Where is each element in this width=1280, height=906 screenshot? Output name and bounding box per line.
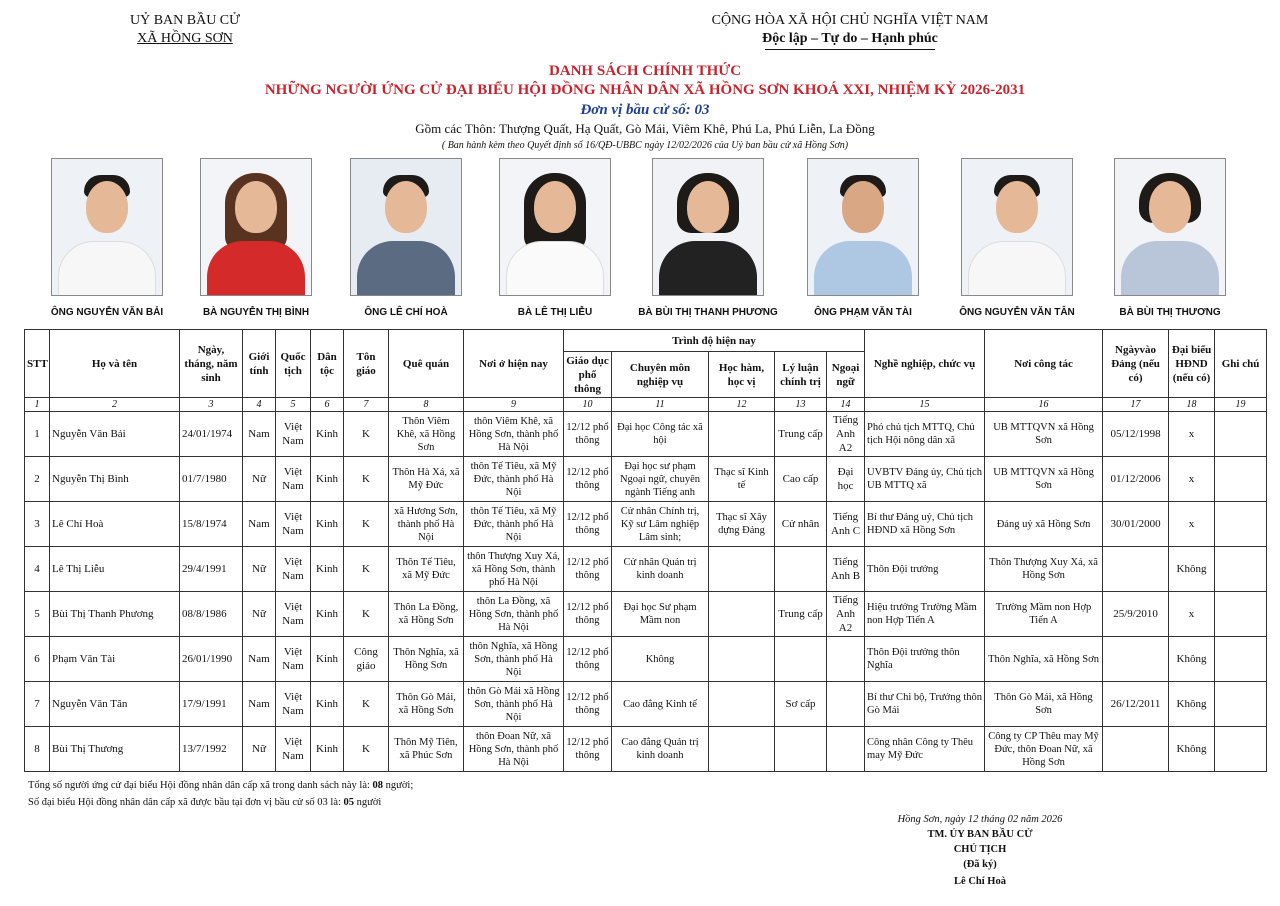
cell-professional: Cao đẳng Kinh tế (612, 682, 709, 727)
cell-name: Nguyễn Văn Bải (50, 412, 180, 457)
candidate-card (27, 158, 187, 318)
cell-residence: thôn Đoan Nữ, xã Hồng Sơn, thành phố Hà Nội (464, 727, 564, 772)
col-number: 8 (389, 398, 464, 412)
cell-hdnd: Không (1169, 637, 1215, 682)
cell-professional: Cử nhân Chính trị, Kỹ sư Lâm nghiệp Lâm sinh; (612, 502, 709, 547)
cell-ethnic: Kinh (311, 592, 344, 637)
col-general-edu: Giáo dục phổ thông (564, 352, 612, 398)
cell-party-date: 26/12/2011 (1103, 682, 1169, 727)
col-gender: Giới tính (243, 330, 276, 398)
cell-hdnd: x (1169, 502, 1215, 547)
document-titles (0, 62, 1280, 154)
col-number: 11 (612, 398, 709, 412)
col-number: 4 (243, 398, 276, 412)
table-row (25, 592, 1267, 637)
col-workplace: Nơi công tác (985, 330, 1103, 398)
cell-party-date: 25/9/2010 (1103, 592, 1169, 637)
cell-religion: K (344, 727, 389, 772)
cell-hometown: Thôn Tế Tiêu, xã Mỹ Đức (389, 547, 464, 592)
col-number: 14 (827, 398, 865, 412)
issuance-note: ( Ban hành kèm theo Quyết định số 16/QĐ-UBBC ngày 12/02/2026 của Uỷ ban bầu cử xã Hồng Sơn) (441, 140, 849, 151)
cell-political (775, 637, 827, 682)
cell-workplace: UB MTTQVN xã Hồng Sơn (985, 412, 1103, 457)
candidate-card (176, 158, 336, 318)
cell-language: Đại học (827, 457, 865, 502)
cell-degree: Thạc sĩ Kinh tế (709, 457, 775, 502)
table-row (25, 637, 1267, 682)
column-number-row (25, 398, 1267, 412)
cell-dob: 08/8/1986 (180, 592, 243, 637)
cell-name: Phạm Văn Tài (50, 637, 180, 682)
cell-dob: 17/9/1991 (180, 682, 243, 727)
col-number: 7 (344, 398, 389, 412)
col-degree: Học hàm, học vị (709, 352, 775, 398)
cell-professional: Cử nhân Quản trị kinh doanh (612, 547, 709, 592)
candidate-photos (0, 158, 1280, 328)
cell-gender: Nữ (243, 547, 276, 592)
col-number: 9 (464, 398, 564, 412)
table-row (25, 727, 1267, 772)
candidate-card (937, 158, 1097, 318)
cell-occupation: Phó chủ tịch MTTQ, Chủ tịch Hội nông dân xã (865, 412, 985, 457)
candidate-caption: BÀ LÊ THỊ LIỄU (517, 307, 593, 318)
cell-workplace: Thôn Thượng Xuy Xá, xã Hồng Sơn (985, 547, 1103, 592)
cell-name: Lê Chí Hoà (50, 502, 180, 547)
cell-general-edu: 12/12 phổ thông (564, 412, 612, 457)
col-occupation: Nghề nghiệp, chức vụ (865, 330, 985, 398)
col-number: 16 (985, 398, 1103, 412)
cell-notes (1215, 592, 1267, 637)
cell-hometown: Thôn Hà Xá, xã Mỹ Đức (389, 457, 464, 502)
cell-gender: Nam (243, 682, 276, 727)
cell-nationality: Việt Nam (276, 502, 311, 547)
committee-name: UỶ BAN BẦU CỬ (129, 13, 241, 28)
cell-nationality: Việt Nam (276, 682, 311, 727)
cell-party-date: 30/01/2000 (1103, 502, 1169, 547)
col-number: 19 (1215, 398, 1267, 412)
candidate-card (475, 158, 635, 318)
cell-stt: 4 (25, 547, 50, 592)
candidate-photo (200, 158, 312, 296)
col-number: 18 (1169, 398, 1215, 412)
cell-nationality: Việt Nam (276, 412, 311, 457)
cell-occupation: Bí thư Chi bộ, Trưởng thôn Gò Mái (865, 682, 985, 727)
candidate-card (1090, 158, 1250, 318)
cell-political: Cử nhân (775, 502, 827, 547)
signed-mark: (Đã ký) (963, 859, 997, 870)
cell-party-date: 05/12/1998 (1103, 412, 1169, 457)
cell-nationality: Việt Nam (276, 547, 311, 592)
col-stt: STT (25, 330, 50, 398)
total-candidates-count: 08 (372, 780, 384, 791)
cell-general-edu: 12/12 phổ thông (564, 592, 612, 637)
col-number: 6 (311, 398, 344, 412)
cell-professional: Cao đẳng Quản trị kinh doanh (612, 727, 709, 772)
cell-religion: Công giáo (344, 637, 389, 682)
candidate-photo (1114, 158, 1226, 296)
cell-residence: thôn Tế Tiêu, xã Mỹ Đức, thành phố Hà Nội (464, 457, 564, 502)
cell-dob: 13/7/1992 (180, 727, 243, 772)
national-motto (660, 12, 1040, 50)
col-hdnd: Đại biểu HĐND (nếu có) (1169, 330, 1215, 398)
cell-political: Trung cấp (775, 412, 827, 457)
issuing-committee (95, 12, 275, 48)
col-language: Ngoại ngữ (827, 352, 865, 398)
cell-gender: Nam (243, 502, 276, 547)
candidate-photo (51, 158, 163, 296)
total-candidates-unit: người; (383, 780, 414, 791)
cell-gender: Nữ (243, 727, 276, 772)
cell-hometown: xã Hương Sơn, thành phố Hà Nội (389, 502, 464, 547)
cell-religion: K (344, 547, 389, 592)
col-group-qualifications: Trình độ hiện nay (564, 330, 865, 352)
cell-name: Bùi Thị Thanh Phương (50, 592, 180, 637)
cell-residence: thôn Viêm Khê, xã Hồng Sơn, thành phố Hà Nội (464, 412, 564, 457)
cell-stt: 3 (25, 502, 50, 547)
cell-occupation: Công nhân Công ty Thêu may Mỹ Đức (865, 727, 985, 772)
cell-degree (709, 412, 775, 457)
col-number: 2 (50, 398, 180, 412)
table-row (25, 457, 1267, 502)
total-candidates-text: Tổng số người ứng cử đại biểu Hội đồng nhân dân cấp xã trong danh sách này là: (28, 780, 373, 791)
cell-occupation: Thôn Đội trưởng thôn Nghĩa (865, 637, 985, 682)
cell-party-date (1103, 727, 1169, 772)
cell-degree (709, 682, 775, 727)
cell-degree (709, 547, 775, 592)
cell-language (827, 727, 865, 772)
cell-dob: 26/01/1990 (180, 637, 243, 682)
cell-notes (1215, 412, 1267, 457)
signer-name: Lê Chí Hoà (954, 876, 1006, 887)
cell-nationality: Việt Nam (276, 637, 311, 682)
candidate-caption: ÔNG NGUYỄN VĂN BẢI (50, 307, 164, 318)
cell-ethnic: Kinh (311, 412, 344, 457)
cell-stt: 5 (25, 592, 50, 637)
col-number: 10 (564, 398, 612, 412)
cell-gender: Nữ (243, 592, 276, 637)
col-name: Họ và tên (50, 330, 180, 398)
cell-religion: K (344, 682, 389, 727)
seats-unit: người (354, 797, 382, 808)
col-professional: Chuyên môn nghiệp vụ (612, 352, 709, 398)
cell-hometown: Thôn Mỹ Tiên, xã Phúc Sơn (389, 727, 464, 772)
col-party-date: Ngàyvào Đảng (nếu có) (1103, 330, 1169, 398)
cell-language: Tiếng Anh B (827, 547, 865, 592)
cell-language: Tiếng Anh A2 (827, 592, 865, 637)
document-title: DANH SÁCH CHÍNH THỨC (548, 63, 742, 79)
total-candidates-note (28, 778, 413, 794)
cell-general-edu: 12/12 phổ thông (564, 727, 612, 772)
cell-degree: Thạc sĩ Xây dựng Đảng (709, 502, 775, 547)
table-row (25, 412, 1267, 457)
cell-workplace: Thôn Nghĩa, xã Hồng Sơn (985, 637, 1103, 682)
cell-general-edu: 12/12 phổ thông (564, 547, 612, 592)
cell-residence: thôn Tế Tiêu, xã Mỹ Đức, thành phố Hà Nội (464, 502, 564, 547)
cell-stt: 7 (25, 682, 50, 727)
col-religion: Tôn giáo (344, 330, 389, 398)
seats-text: Số đại biểu Hội đồng nhân dân cấp xã được bầu tại đơn vị bầu cử số 03 là: (28, 797, 344, 808)
country-name: CỘNG HÒA XÃ HỘI CHỦ NGHĨA VIỆT NAM (711, 13, 989, 28)
cell-workplace: Thôn Gò Mái, xã Hồng Sơn (985, 682, 1103, 727)
cell-language (827, 682, 865, 727)
cell-hdnd: Không (1169, 547, 1215, 592)
electoral-unit: Đơn vị bầu cử số: 03 (580, 102, 710, 118)
candidate-card (326, 158, 486, 318)
candidate-photo (961, 158, 1073, 296)
cell-political (775, 547, 827, 592)
candidate-caption: BÀ BÙI THỊ THƯƠNG (1119, 307, 1221, 318)
cell-religion: K (344, 457, 389, 502)
cell-general-edu: 12/12 phổ thông (564, 502, 612, 547)
col-dob: Ngày, tháng, năm sinh (180, 330, 243, 398)
table-row (25, 502, 1267, 547)
cell-dob: 29/4/1991 (180, 547, 243, 592)
cell-language (827, 637, 865, 682)
col-residence: Nơi ở hiện nay (464, 330, 564, 398)
candidate-caption: BÀ BÙI THỊ THANH PHƯƠNG (638, 307, 778, 318)
cell-ethnic: Kinh (311, 502, 344, 547)
cell-notes (1215, 727, 1267, 772)
seats-note (28, 795, 381, 811)
cell-hometown: Thôn Nghĩa, xã Hồng Sơn (389, 637, 464, 682)
signing-place-date: Hồng Sơn, ngày 12 tháng 02 năm 2026 (897, 814, 1063, 825)
seats-count: 05 (343, 797, 355, 808)
cell-ethnic: Kinh (311, 682, 344, 727)
cell-notes (1215, 457, 1267, 502)
cell-hdnd: x (1169, 457, 1215, 502)
cell-ethnic: Kinh (311, 637, 344, 682)
col-number: 12 (709, 398, 775, 412)
col-number: 5 (276, 398, 311, 412)
cell-hdnd: Không (1169, 682, 1215, 727)
cell-party-date (1103, 637, 1169, 682)
cell-stt: 1 (25, 412, 50, 457)
cell-general-edu: 12/12 phổ thông (564, 457, 612, 502)
villages-included: Gồm các Thôn: Thượng Quất, Hạ Quất, Gò Mái, Viêm Khê, Phú La, Phú Liễn, La Đồng (415, 121, 875, 136)
cell-stt: 2 (25, 457, 50, 502)
col-number: 1 (25, 398, 50, 412)
col-number: 15 (865, 398, 985, 412)
cell-general-edu: 12/12 phổ thông (564, 682, 612, 727)
col-political: Lý luận chính trị (775, 352, 827, 398)
cell-party-date (1103, 547, 1169, 592)
table-row (25, 682, 1267, 727)
cell-name: Lê Thị Liễu (50, 547, 180, 592)
cell-nationality: Việt Nam (276, 727, 311, 772)
candidate-photo (807, 158, 919, 296)
cell-occupation: Thôn Đội trưởng (865, 547, 985, 592)
cell-party-date: 01/12/2006 (1103, 457, 1169, 502)
col-ethnic: Dân tộc (311, 330, 344, 398)
cell-nationality: Việt Nam (276, 457, 311, 502)
cell-name: Nguyễn Văn Tân (50, 682, 180, 727)
cell-political (775, 727, 827, 772)
candidate-card (783, 158, 943, 318)
cell-professional: Đại học Công tác xã hội (612, 412, 709, 457)
cell-stt: 6 (25, 637, 50, 682)
candidate-photo (652, 158, 764, 296)
cell-political: Cao cấp (775, 457, 827, 502)
cell-notes (1215, 502, 1267, 547)
col-number: 17 (1103, 398, 1169, 412)
cell-ethnic: Kinh (311, 547, 344, 592)
candidate-caption: ÔNG PHẠM VĂN TÀI (814, 307, 912, 318)
commune-name: XÃ HỒNG SƠN (137, 31, 233, 46)
cell-notes (1215, 547, 1267, 592)
cell-residence: thôn Gò Mái xã Hồng Sơn, thành phố Hà Nội (464, 682, 564, 727)
cell-workplace: Công ty CP Thêu may Mỹ Đức, thôn Đoan Nữ, xã Hồng Sơn (985, 727, 1103, 772)
motto: Độc lập – Tự do – Hạnh phúc (762, 31, 938, 46)
signing-org: TM. ỦY BAN BẦU CỬ (927, 829, 1033, 840)
cell-hometown: Thôn Gò Mái, xã Hồng Sơn (389, 682, 464, 727)
signature-block (880, 812, 1080, 889)
cell-political: Trung cấp (775, 592, 827, 637)
signing-role: CHỦ TỊCH (953, 844, 1007, 855)
cell-name: Bùi Thị Thương (50, 727, 180, 772)
table-row (25, 547, 1267, 592)
cell-professional: Đại học Sư phạm Mầm non (612, 592, 709, 637)
cell-professional: Không (612, 637, 709, 682)
cell-occupation: Hiệu trưởng Trường Mầm non Hợp Tiến A (865, 592, 985, 637)
cell-religion: K (344, 412, 389, 457)
cell-workplace: Trường Mầm non Hợp Tiến A (985, 592, 1103, 637)
cell-degree (709, 637, 775, 682)
candidate-caption: ÔNG LÊ CHÍ HOÀ (364, 307, 448, 318)
cell-dob: 15/8/1974 (180, 502, 243, 547)
col-notes: Ghi chú (1215, 330, 1267, 398)
cell-dob: 24/01/1974 (180, 412, 243, 457)
col-number: 13 (775, 398, 827, 412)
cell-residence: thôn Nghĩa, xã Hồng Sơn, thành phố Hà Nội (464, 637, 564, 682)
cell-hometown: Thôn La Đồng, xã Hồng Sơn (389, 592, 464, 637)
cell-stt: 8 (25, 727, 50, 772)
cell-hdnd: Không (1169, 727, 1215, 772)
cell-hdnd: x (1169, 412, 1215, 457)
cell-notes (1215, 682, 1267, 727)
candidate-photo (350, 158, 462, 296)
cell-hdnd: x (1169, 592, 1215, 637)
cell-gender: Nữ (243, 457, 276, 502)
cell-ethnic: Kinh (311, 457, 344, 502)
col-number: 3 (180, 398, 243, 412)
col-hometown: Quê quán (389, 330, 464, 398)
cell-hometown: Thôn Viêm Khê, xã Hồng Sơn (389, 412, 464, 457)
cell-name: Nguyễn Thị Bình (50, 457, 180, 502)
candidate-card (628, 158, 788, 318)
cell-language: Tiếng Anh A2 (827, 412, 865, 457)
cell-workplace: Đảng uỷ xã Hồng Sơn (985, 502, 1103, 547)
cell-gender: Nam (243, 637, 276, 682)
cell-religion: K (344, 592, 389, 637)
motto-underline (765, 49, 935, 50)
candidate-table (24, 329, 1267, 772)
cell-gender: Nam (243, 412, 276, 457)
cell-degree (709, 727, 775, 772)
cell-language: Tiếng Anh C (827, 502, 865, 547)
cell-workplace: UB MTTQVN xã Hồng Sơn (985, 457, 1103, 502)
candidate-caption: BÀ NGUYỄN THỊ BÌNH (202, 307, 310, 318)
cell-notes (1215, 637, 1267, 682)
cell-degree (709, 592, 775, 637)
cell-residence: thôn Thượng Xuy Xá, xã Hồng Sơn, thành phố Hà Nội (464, 547, 564, 592)
cell-professional: Đại học sư phạm Ngoại ngữ, chuyên ngành Tiếng anh (612, 457, 709, 502)
col-nationality: Quốc tịch (276, 330, 311, 398)
candidate-caption: ÔNG NGUYỄN VĂN TÂN (959, 307, 1075, 318)
document-subtitle: NHỮNG NGƯỜI ỨNG CỬ ĐẠI BIỂU HỘI ĐỒNG NHÂN DÂN XÃ HỒNG SƠN KHOÁ XXI, NHIỆM KỲ 2026-2031 (264, 82, 1026, 98)
candidate-photo (499, 158, 611, 296)
cell-occupation: Bí thư Đảng uỷ, Chủ tịch HĐND xã Hồng Sơn (865, 502, 985, 547)
cell-political: Sơ cấp (775, 682, 827, 727)
cell-nationality: Việt Nam (276, 592, 311, 637)
cell-residence: thôn La Đồng, xã Hồng Sơn, thành phố Hà Nội (464, 592, 564, 637)
cell-dob: 01/7/1980 (180, 457, 243, 502)
cell-general-edu: 12/12 phổ thông (564, 637, 612, 682)
cell-occupation: UVBTV Đảng ủy, Chủ tịch UB MTTQ xã (865, 457, 985, 502)
cell-religion: K (344, 502, 389, 547)
cell-ethnic: Kinh (311, 727, 344, 772)
